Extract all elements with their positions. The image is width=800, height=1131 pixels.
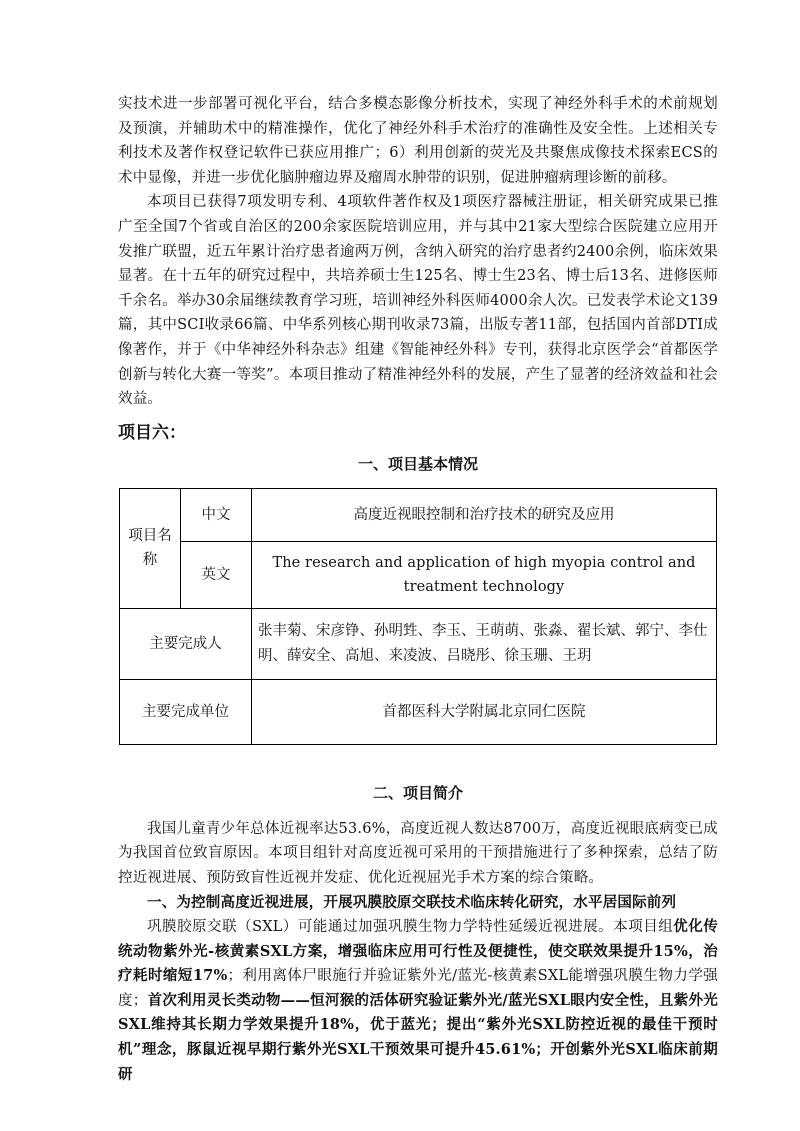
- intro-paragraph-1: 实技术进一步部署可视化平台，结合多模态影像分析技术，实现了神经外科手术的术前规划及预演，并辅助术中的精准操作，优化了神经外科手术治疗的准确性及安全性。上述相关专利技术及著作权登记软件已获应用推广；6）利用创新的荧光及共聚焦成像技术探索ECS的术中显像，并进一步优化脑肿瘤边界及瘤周水肿带的识别，促进肿瘤病理诊断的前移。: [118, 96, 718, 186]
- zh-label: 中文: [181, 488, 252, 541]
- project-heading: 项目六：: [118, 422, 186, 443]
- point1-bold-2: 首次利用灵长类动物——恒河猴的活体研究验证紫外光/蓝光SXL眼内安全性，且紫外光SXL维持其长期力学效果提升18%，优于蓝光；提出“紫外光SXL防控近视的最佳干预时机”理念，豚鼠近视早期行紫外光SXL干预效果可提升45.61%；开创紫外光SXL临床前期研: [118, 991, 718, 1083]
- document-page: [118, 92, 718, 1087]
- point1-heading: 一、为控制高度近视进展，开展巩膜胶原交联技术临床转化研究，水平居国际前列: [147, 893, 677, 911]
- zh-value: 高度近视眼控制和治疗技术的研究及应用: [252, 488, 717, 541]
- units-label: 主要完成单位: [120, 679, 252, 744]
- point1-text-2: ；利用离体尸眼施行并验证紫外光/蓝光-核黄素SXL能增强巩膜生物力学强度；: [118, 968, 718, 1009]
- units-value: 首都医科大学附属北京同仁医院: [252, 679, 717, 744]
- en-value: The research and application of high myopia control and treatment technology: [252, 541, 717, 608]
- project-info-table: [119, 488, 717, 745]
- section2-title: 二、项目简介: [372, 783, 463, 802]
- intro-paragraph-2: 本项目已获得7项发明专利、4项软件著作权及1项医疗器械注册证，相关研究成果已推广至全国7个省或自治区的200余家医院培训应用，并与其中21家大型综合医院建立应用开发推广联盟，近五年累计治疗患者逾两万例，含纳入研究的治疗患者约2400余例，临床效果显著。在十五年的研究过程中，共培养硕士生125名、博士生23名、博士后13名、进修医师千余名。举办30余届继续教育学习班，培训神经外科医师4000余人次。已发表学术论文139篇，其中SCI收录66篇、中华系列核心期刊收录73篇，出版专著11部，包括国内首部DTI成像著作，并于《中华神经外科杂志》组建《智能神经外科》专刊，获得北京医学会“首都医学创新与转化大赛一等奖”。本项目推动了精准神经外科的发展，产生了显著的经济效益和社会效益。: [118, 194, 718, 408]
- project-name-label: 项目名称: [120, 488, 181, 608]
- summary-paragraph: 我国儿童青少年总体近视率达53.6%，高度近视人数达8700万，高度近视眼底病变已成为我国首位致盲原因。本项目组针对高度近视可采用的干预措施进行了多种探索，总结了防控近视进展、预防致盲性近视并发症、优化近视屈光手术方案的综合策略。: [118, 820, 718, 886]
- persons-label: 主要完成人: [120, 608, 252, 679]
- section1-title: 一、项目基本情况: [357, 454, 478, 473]
- point1-text-1: 巩膜胶原交联（SXL）可能通过加强巩膜生物力学特性延缓近视进展。本项目组: [147, 919, 674, 936]
- point1-bold-1: 优化传统动物紫外光-核黄素SXL方案，增强临床应用可行性及便捷性，使交联效果提升15%，治疗耗时缩短17%: [118, 918, 718, 985]
- persons-value: 张丰菊、宋彦铮、孙明甡、李玉、王萌萌、张淼、翟长斌、郭宁、李仕明、薛安全、高旭、来凌波、吕晓彤、徐玉珊、王玥: [252, 608, 717, 679]
- point1-paragraph: [118, 915, 718, 1087]
- en-label: 英文: [181, 541, 252, 608]
